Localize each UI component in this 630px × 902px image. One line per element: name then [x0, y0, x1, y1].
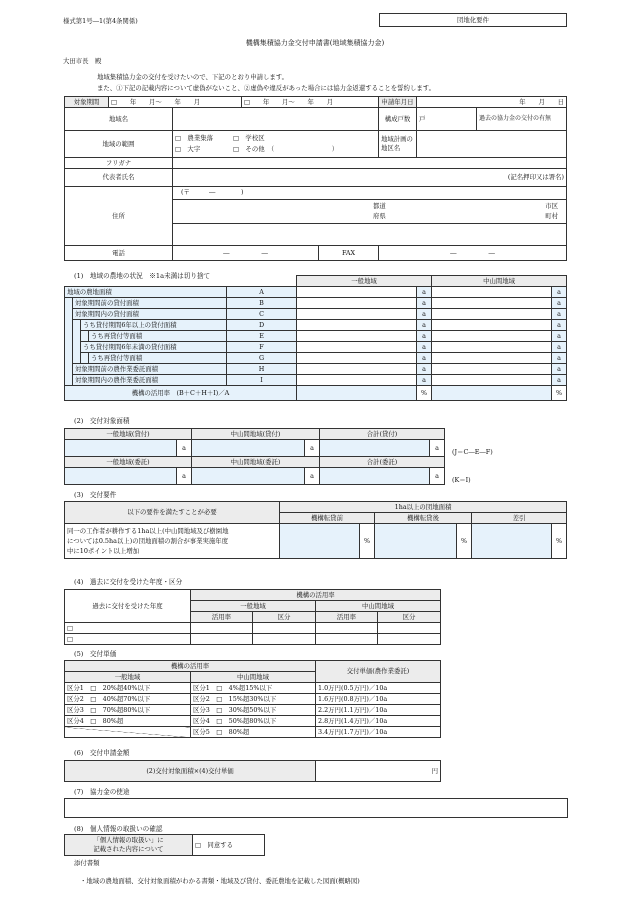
formula-K: (K＝I) [452, 476, 471, 484]
period-option-1[interactable]: □ 年 月～ 年 月 [109, 97, 242, 108]
unit: % [360, 524, 375, 559]
cell-general-E[interactable] [297, 331, 417, 342]
fax-field[interactable]: ― ― [379, 246, 567, 261]
row-label-I: 対象期間内の農作業委託面積 [73, 375, 227, 386]
past-cell[interactable] [191, 623, 253, 634]
hilly-rate-header: 活用率 [316, 612, 378, 623]
section-7-title: (7) 協力金の使途 [74, 788, 130, 796]
row-label-A: 地域の農地面積 [65, 287, 227, 298]
hilly-class-1[interactable]: 区分1 □ 4%超15%以下 [191, 683, 316, 694]
utilization-header: 機構の活用率 [65, 661, 316, 672]
row-label-F: うち貸付期間6年未満の貸付面積 [81, 342, 227, 353]
cell-hilly-B[interactable] [432, 298, 552, 309]
general-class-4[interactable]: 区分4 □ 80%超 [65, 716, 191, 727]
total-lease-field[interactable] [320, 440, 430, 457]
tel-label: 電話 [65, 246, 173, 261]
hilly-lease-header: 中山間地域(貸付) [192, 429, 320, 440]
grant-area-table [64, 428, 445, 485]
requirement-line-2: については0.5ha以上)の団地面積の割合が事業実施年度 [67, 537, 229, 545]
unit: a [430, 440, 445, 457]
past-cell[interactable] [316, 634, 378, 645]
basic-info-table [64, 96, 567, 261]
row-code-A: A [227, 287, 297, 298]
privacy-label-line-2: 記載された内容について [93, 845, 164, 853]
cell-hilly-A[interactable] [432, 287, 552, 298]
intro-line-2: また、①下記の記載内容について虚偽がないこと、②虚偽や違反があった場合には協力金返還することを誓約します。 [97, 84, 435, 92]
representative-field[interactable]: (記名押印又は署名) [173, 169, 567, 187]
tel-field[interactable]: ― ― [173, 246, 319, 261]
section-4-title: (4) 過去に交付を受けた年度・区分 [74, 578, 183, 586]
privacy-label-line-1: 「個人情報の取扱い」に [93, 836, 164, 844]
area-name-label: 地域名 [65, 108, 173, 131]
unit: % [552, 524, 567, 559]
period-label: 対象期間 [65, 97, 109, 108]
row-label-B: 対象期間前の貸付面積 [73, 298, 227, 309]
cell-general-B[interactable] [297, 298, 417, 309]
cell-general-G[interactable] [297, 353, 417, 364]
unit: a [552, 364, 567, 375]
past-cell[interactable] [253, 623, 316, 634]
unit: a [417, 331, 432, 342]
unit: a [552, 342, 567, 353]
hilly-class-header: 区分 [378, 612, 441, 623]
prefecture-label-2: 府県 [373, 212, 386, 220]
row-label-H: 対象期間前の農作業委託面積 [73, 364, 227, 375]
row-label-E: うち再貸付等面積 [89, 331, 227, 342]
furigana-field[interactable] [173, 158, 567, 169]
general-area-header: 一般地域 [297, 276, 432, 287]
section-1-title: (1) 地域の農地の状況 ※1a未満は切り捨て [74, 272, 211, 280]
prefecture-label-1: 都道 [373, 202, 386, 210]
row-code-H: H [227, 364, 297, 375]
category-tag: 団地化要件 [379, 13, 567, 27]
range-option-settlement[interactable]: □ 農業集落 [175, 134, 213, 142]
utilization-header: 機構の活用率 [191, 590, 441, 601]
past-year-checkbox-1[interactable]: □ [65, 623, 191, 634]
requirement-line-1: 同一の工作者が耕作する1ha以上(中山間地域及び樹園地 [67, 527, 229, 535]
section-3-title: (3) 交付要件 [74, 491, 117, 499]
unit: a [552, 287, 567, 298]
privacy-label [65, 835, 193, 856]
row-code-E: E [227, 331, 297, 342]
before-transfer-header: 機構転貸前 [280, 513, 375, 524]
row-code-D: D [227, 320, 297, 331]
amount-formula: (2)交付対象面積×(4)交付単価 [65, 761, 316, 782]
requirement-text [65, 524, 280, 559]
row-label-D: うち貸付期間6年以上の貸付面積 [81, 320, 227, 331]
general-class-1[interactable]: 区分1 □ 20%超40%以下 [65, 683, 191, 694]
hilly-consign-header: 中山間地域(委託) [192, 457, 320, 468]
unit: % [417, 386, 432, 401]
requirement-line-3: 中に10ポイント以上増加 [67, 547, 140, 555]
cell-general-C[interactable] [297, 309, 417, 320]
city-label-1: 市区 [545, 202, 559, 210]
price-class-4: 2.8万円(1.4万円)／10a [316, 716, 441, 727]
past-year-header: 過去に交付を受けた年度 [65, 590, 191, 623]
address-field[interactable] [173, 187, 567, 246]
cell-general-I[interactable] [297, 375, 417, 386]
unit: a [417, 309, 432, 320]
price-header: 交付単価(農作業委託) [316, 661, 441, 683]
hilly-header: 中山間地域 [316, 601, 441, 612]
hilly-class-3[interactable]: 区分3 □ 30%超50%以下 [191, 705, 316, 716]
cell-hilly-H[interactable] [432, 364, 552, 375]
unit: % [457, 524, 472, 559]
general-class-header: 区分 [253, 612, 316, 623]
before-transfer-field[interactable] [280, 524, 360, 559]
range-options [173, 131, 379, 158]
households-field[interactable] [417, 108, 477, 131]
form-title: 機構集積協力金交付申請書(地域集積協力金) [245, 39, 385, 47]
hilly-area-header: 中山間地域 [432, 276, 567, 287]
row-code-C: C [227, 309, 297, 320]
cell-hilly-F[interactable] [432, 342, 552, 353]
range-option-school[interactable]: □ 学校区 [233, 134, 265, 142]
unit: a [430, 468, 445, 485]
past-cell[interactable] [316, 623, 378, 634]
unit: a [417, 342, 432, 353]
unit: a [177, 468, 192, 485]
section-8-title: (8) 個人情報の取扱いの確認 [74, 825, 163, 833]
price-class-1: 1.0万円(0.5万円)／10a [316, 683, 441, 694]
row-code-F: F [227, 342, 297, 353]
total-consign-field[interactable] [320, 468, 430, 485]
city-label-2: 町村 [545, 212, 559, 220]
amount-field[interactable]: 円 [316, 761, 441, 782]
row-label-G: うち再貸付等面積 [89, 353, 227, 364]
apply-date-label: 申請年月日 [379, 97, 417, 108]
general-lease-header: 一般地域(貸付) [65, 429, 192, 440]
period-option-2[interactable]: □ 年 月～ 年 月 [242, 97, 379, 108]
unit: a [417, 353, 432, 364]
unit: a [417, 320, 432, 331]
general-class-2[interactable]: 区分2 □ 40%超70%以下 [65, 694, 191, 705]
hilly-header: 中山間地域 [191, 672, 316, 683]
unit: a [417, 375, 432, 386]
range-label: 地域の範囲 [65, 131, 173, 158]
plan-area-field[interactable] [417, 131, 567, 158]
intro-line-1: 地域集積協力金の交付を受けたいので、下記のとおり申請します。 [97, 73, 289, 81]
furigana-label: フリガナ [65, 158, 173, 169]
address-label: 住所 [65, 187, 173, 246]
hilly-consign-field[interactable] [192, 468, 305, 485]
row-code-B: B [227, 298, 297, 309]
unit: a [305, 468, 320, 485]
requirements-table [64, 501, 567, 559]
general-header: 一般地域 [65, 672, 191, 683]
section-6-title: (6) 交付申請金額 [74, 749, 130, 757]
requirement-header: 以下の要件を満たすことが必要 [65, 502, 280, 524]
unit: a [552, 375, 567, 386]
after-transfer-field[interactable] [375, 524, 457, 559]
cell-general-D[interactable] [297, 320, 417, 331]
section-5-title: (5) 交付単価 [74, 650, 117, 658]
cell-general-H[interactable] [297, 364, 417, 375]
past-year-checkbox-2[interactable]: □ [65, 634, 191, 645]
fax-label: FAX [319, 246, 379, 261]
total-lease-header: 合計(貸付) [320, 429, 445, 440]
hilly-class-4[interactable]: 区分4 □ 50%超80%以下 [191, 716, 316, 727]
formula-J: (J＝C―E―F) [452, 448, 493, 456]
utilization-rate-label: 機構の活用率 (B＋C＋H＋I)／A [65, 386, 297, 401]
cell-hilly-D[interactable] [432, 320, 552, 331]
privacy-confirm-table [64, 834, 265, 856]
difference-field[interactable] [472, 524, 552, 559]
range-option-other[interactable]: □ その他 （ ） [233, 145, 339, 153]
unit: a [305, 440, 320, 457]
past-cell[interactable] [378, 623, 441, 634]
price-class-3: 2.2万円(1.1万円)／10a [316, 705, 441, 716]
general-consign-header: 一般地域(委託) [65, 457, 192, 468]
past-cell[interactable] [191, 634, 253, 645]
unit: a [552, 309, 567, 320]
cell-hilly-I[interactable] [432, 375, 552, 386]
price-class-5: 3.4万円(1.7万円)／10a [316, 727, 441, 738]
unit: a [417, 287, 432, 298]
grant-amount-table [64, 760, 441, 782]
unit: a [552, 298, 567, 309]
unit: % [552, 386, 567, 401]
row-code-G: G [227, 353, 297, 364]
cell-hilly-G[interactable] [432, 353, 552, 364]
general-class-3[interactable]: 区分3 □ 70%超80%以下 [65, 705, 191, 716]
addressee: 大田市長 殿 [63, 57, 102, 65]
unit: a [177, 440, 192, 457]
price-class-2: 1.6万円(0.8万円)／10a [316, 694, 441, 705]
usage-field[interactable] [64, 798, 568, 818]
attachments-item: ・地域の農地面積、交付対象面積がわかる書類・地域及び貸付、委託農地を記載した図面(概略図) [80, 877, 360, 885]
section-2-title: (2) 交付対象面積 [74, 417, 130, 425]
area-name-field[interactable] [173, 108, 379, 131]
utilization-general[interactable] [297, 386, 417, 401]
row-code-I: I [227, 375, 297, 386]
unit: a [552, 353, 567, 364]
plan-area-label: 地域計画の地区名 [379, 131, 417, 158]
unit: a [552, 320, 567, 331]
empty-diagonal-cell [65, 727, 191, 738]
unit: a [417, 298, 432, 309]
unit-price-table [64, 660, 441, 738]
total-consign-header: 合計(委託) [320, 457, 445, 468]
cell-general-F[interactable] [297, 342, 417, 353]
utilization-hilly[interactable] [432, 386, 552, 401]
farmland-status-table [64, 275, 567, 401]
agree-checkbox[interactable]: □ 同意する [193, 835, 265, 856]
hilly-lease-field[interactable] [192, 440, 305, 457]
general-lease-field[interactable] [65, 440, 177, 457]
general-header: 一般地域 [191, 601, 316, 612]
past-grant-label: 過去の協力金の交付の有無 [477, 108, 567, 131]
past-cell[interactable] [253, 634, 316, 645]
cell-hilly-C[interactable] [432, 309, 552, 320]
form-number: 様式第1号―1(第4条関係) [63, 17, 138, 25]
representative-label: 代表者氏名 [65, 169, 173, 187]
past-grants-table [64, 589, 441, 645]
row-label-C: 対象期間内の貸付面積 [73, 309, 227, 320]
attachments-title: 添付書類 [74, 859, 100, 867]
households-label: 構成戸数 [379, 108, 417, 131]
past-cell[interactable] [378, 634, 441, 645]
general-rate-header: 活用率 [191, 612, 253, 623]
cell-general-A[interactable] [297, 287, 417, 298]
consolidated-area-header: 1ha以上の団地面積 [280, 502, 567, 513]
households-unit: 戸 [419, 114, 426, 123]
range-option-oaza[interactable]: □ 大字 [175, 145, 201, 153]
after-transfer-header: 機構転貸後 [375, 513, 472, 524]
unit: a [552, 331, 567, 342]
hilly-class-2[interactable]: 区分2 □ 15%超30%以下 [191, 694, 316, 705]
cell-hilly-E[interactable] [432, 331, 552, 342]
general-consign-field[interactable] [65, 468, 177, 485]
unit: a [417, 364, 432, 375]
difference-header: 差引 [472, 513, 567, 524]
apply-date-field[interactable]: 年 月 日 [417, 97, 567, 108]
hilly-class-5[interactable]: 区分5 □ 80%超 [191, 727, 316, 738]
postal-code: (〒 ― ) [181, 188, 244, 196]
